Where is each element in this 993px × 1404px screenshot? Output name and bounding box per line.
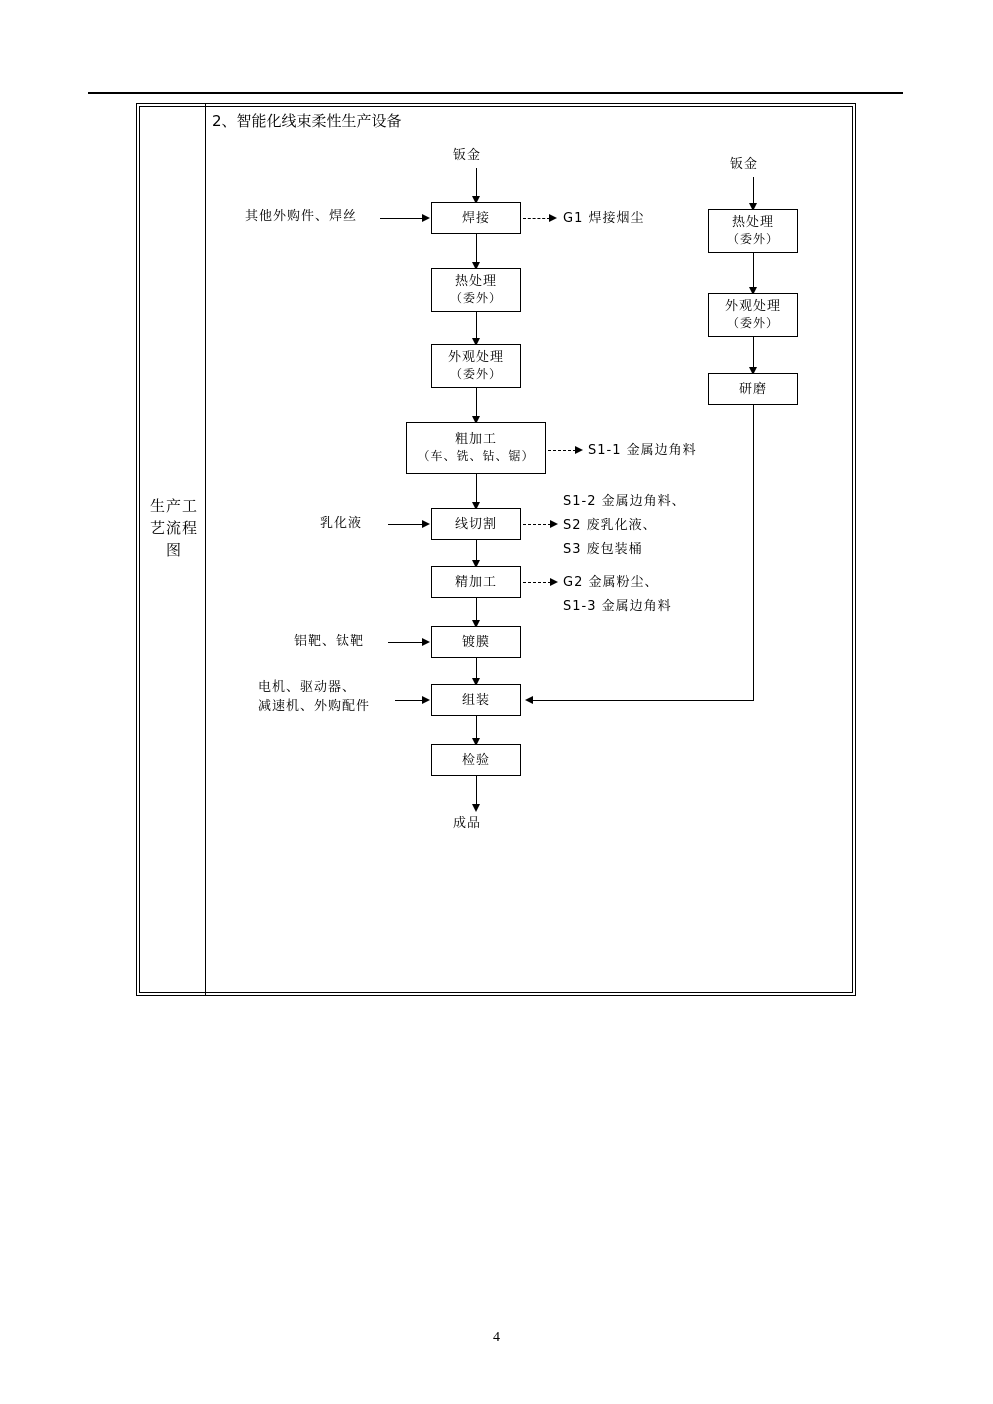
node-sheet-metal-1: 钣金 <box>453 148 482 163</box>
output-g2-label: G2 金属粉尘、 <box>563 575 659 590</box>
input-coating-label: 铝靶、钛靶 <box>294 634 365 649</box>
arrowhead-right-welding <box>422 214 430 222</box>
edge-input-coating <box>388 642 423 643</box>
node-surface-treatment-2-label: 外观处理 <box>724 299 781 314</box>
edge-sheetmetal2-heat2 <box>753 177 754 205</box>
node-surface-treatment-1-label: 外观处理 <box>447 350 504 365</box>
node-finished-product: 成品 <box>453 816 482 831</box>
node-wire-cutting <box>431 508 521 540</box>
arrowhead-right-g2 <box>550 578 558 586</box>
edge-sheetmetal1-welding <box>476 168 477 198</box>
node-heat-treatment-1-sub: （委外） <box>449 291 502 305</box>
arrowhead-left-assembly <box>525 696 533 704</box>
node-welding-label: 焊接 <box>461 210 490 226</box>
node-heat-treatment-1 <box>431 268 521 312</box>
node-inspection-label: 检验 <box>461 752 490 768</box>
edge-rough-s11 <box>548 450 576 451</box>
node-assembly <box>431 684 521 716</box>
section-title: 2、智能化线束柔性生产设备 <box>212 112 402 130</box>
node-sheet-metal-2: 钣金 <box>730 157 759 172</box>
edge-grinding-assembly-vertical <box>753 405 754 700</box>
node-grinding <box>708 373 798 405</box>
table-column-divider <box>205 103 206 996</box>
edge-grinding-assembly-horizontal <box>533 700 754 701</box>
node-finish-machining <box>431 566 521 598</box>
edge-wirecut-waste <box>523 524 551 525</box>
node-wire-cutting-label: 线切割 <box>454 516 497 532</box>
arrowhead-down-product <box>472 804 480 812</box>
node-surface-treatment-1 <box>431 344 521 388</box>
edge-surface2-grinding <box>753 337 754 369</box>
arrowhead-right-assembly <box>422 696 430 704</box>
edge-heat1-surface1 <box>476 312 477 340</box>
edge-rough-wirecut <box>476 474 477 504</box>
edge-coating-assembly <box>476 658 477 680</box>
edge-input-wirecut <box>388 524 423 525</box>
input-assembly-line2: 减速机、外购配件 <box>258 699 371 714</box>
edge-wirecut-finish <box>476 540 477 562</box>
node-coating-label: 镀膜 <box>461 634 490 650</box>
edge-surface1-rough <box>476 388 477 418</box>
node-grinding-label: 研磨 <box>738 381 767 397</box>
node-surface-treatment-2-sub: （委外） <box>726 316 779 330</box>
arrowhead-right-s11 <box>575 446 583 454</box>
node-rough-machining-sub: （车、铣、钻、锯） <box>417 449 535 463</box>
input-wire-cutting-label: 乳化液 <box>320 516 363 531</box>
input-assembly-line1: 电机、驱动器、 <box>258 680 357 695</box>
node-heat-treatment-2 <box>708 209 798 253</box>
arrowhead-right-wirecut <box>422 520 430 528</box>
arrowhead-right-wirecut-waste <box>550 520 558 528</box>
node-rough-machining-label: 粗加工 <box>454 432 497 447</box>
edge-welding-heat1 <box>476 234 477 264</box>
node-surface-treatment-1-sub: （委外） <box>449 367 502 381</box>
input-welding-label: 其他外购件、焊丝 <box>245 209 358 224</box>
output-s1-2-label: S1-2 金属边角料、 <box>563 494 686 509</box>
output-s1-3-label: S1-3 金属边角料 <box>563 599 672 614</box>
node-rough-machining <box>406 422 546 474</box>
node-welding <box>431 202 521 234</box>
node-coating <box>431 626 521 658</box>
node-heat-treatment-2-label: 热处理 <box>731 215 774 230</box>
output-g1-label: G1 焊接烟尘 <box>563 211 645 226</box>
node-inspection <box>431 744 521 776</box>
edge-input-welding <box>380 218 423 219</box>
output-s1-1-label: S1-1 金属边角料 <box>588 443 697 458</box>
edge-input-assembly <box>395 700 423 701</box>
edge-finish-coating <box>476 598 477 622</box>
node-heat-treatment-1-label: 热处理 <box>454 274 497 289</box>
output-s2-label: S2 废乳化液、 <box>563 518 657 533</box>
edge-welding-g1 <box>523 218 550 219</box>
edge-assembly-inspection <box>476 716 477 740</box>
output-s3-label: S3 废包装桶 <box>563 542 643 557</box>
node-surface-treatment-2 <box>708 293 798 337</box>
edge-heat2-surface2 <box>753 253 754 289</box>
arrowhead-right-g1 <box>549 214 557 222</box>
node-assembly-label: 组装 <box>461 692 490 708</box>
node-finish-machining-label: 精加工 <box>454 574 497 590</box>
page-top-rule <box>88 92 903 94</box>
edge-finish-g2 <box>523 582 551 583</box>
node-heat-treatment-2-sub: （委外） <box>726 232 779 246</box>
row-label: 生产工艺流程图 <box>149 497 198 559</box>
edge-inspection-product <box>476 776 477 806</box>
page-number: 4 <box>493 1330 500 1345</box>
arrowhead-right-coating <box>422 638 430 646</box>
